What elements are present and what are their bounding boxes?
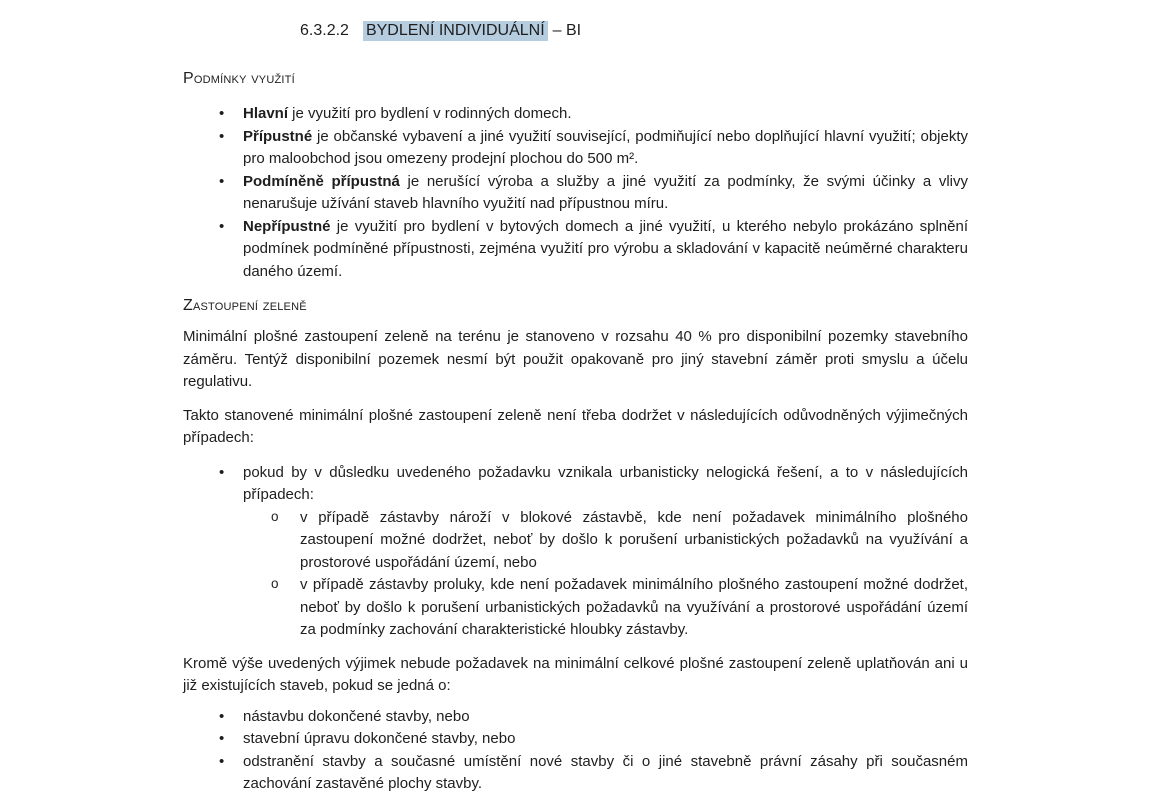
list-item-text: je využití pro bydlení v bytových domech a jiné využití, u kterého nebylo prokázáno splnění podmínek podmíněné přípustnosti, zejména využití pro výrobu a skladování v kapacitě neúměrné charakteru daného území. xyxy=(243,217,968,280)
sub-list-item: o v případě zástavby nároží v blokové zástavbě, kde není požadavek minimálního plošného zastoupení možné dodržet, neboť by došlo k porušení urbanistických požadavků na využívání a prostorové uspořádání území, nebo xyxy=(243,507,968,575)
list-item-text: je využití pro bydlení v rodinných domech. xyxy=(288,105,572,122)
list-item-text: je občanské vybavení a jiné využití související, podmiňující nebo doplňující hlavní využití; objekty pro maloobchod jsou omezeny prodejní plochou do 500 m². xyxy=(243,127,968,167)
list-item-lead: Přípustné xyxy=(243,127,313,145)
list-item-text: pokud by v důsledku uvedeného požadavku vznikala urbanisticky nelogická řešení, a to v následujících případech: xyxy=(243,463,968,503)
section-title-greenery: Zastoupení zeleně xyxy=(183,297,307,314)
list-item xyxy=(183,171,968,216)
exceptions-list xyxy=(183,462,968,642)
sub-list-item: o v případě zástavby proluky, kde není požadavek minimálního plošného zastoupení možné dodržet, neboť by došlo k porušení urbanistických požadavků na využívání a prostorové uspořádání území za podmínky zachování charakteristické hloubky zástavby. xyxy=(243,574,968,642)
list-item: • stavební úpravu dokončené stavby, nebo xyxy=(183,728,968,751)
paragraph-greenery-2: Takto stanovené minimální plošné zastoupení zeleně není třeba dodržet v následujících odůvodněných výjimečných případech: xyxy=(183,406,968,446)
exceptions-sublist xyxy=(243,507,968,642)
chapter-number: 6.3.2.2 xyxy=(300,22,349,39)
list-item xyxy=(183,103,968,126)
list-item-lead: Nepřípustné xyxy=(243,217,331,235)
usage-conditions-list xyxy=(183,103,968,283)
existing-buildings-list xyxy=(183,706,968,796)
list-item-lead: Hlavní xyxy=(243,105,289,122)
list-item xyxy=(183,216,968,284)
list-item: • odstranění stavby a současné umístění nové stavby či o jiné stavebně právní zásahy při současném zachování zastavěné plochy stavby. xyxy=(183,751,968,796)
list-item xyxy=(183,126,968,171)
highlighted-text: BYDLENÍ INDIVIDUÁLNÍ xyxy=(363,21,548,41)
paragraph-exceptions-outro: Kromě výše uvedených výjimek nebude požadavek na minimální celkové plošné zastoupení zeleně uplatňován ani u již existujících staveb, pokud se jedná o: xyxy=(183,654,968,694)
list-item: • nástavbu dokončené stavby, nebo xyxy=(183,706,968,729)
list-item-text: je nerušící výroba a služby a jiné využití za podmínky, že svými účinky a vlivy nenarušuje užívání staveb hlavního využití nad přípustnou míru. xyxy=(243,172,968,212)
paragraph-greenery-1: Minimální plošné zastoupení zeleně na terénu je stanoveno v rozsahu 40 % pro disponibilní pozemky stavebního záměru. Tentýž disponibilní pozemek nesmí být použit opakovaně pro jiný stavební záměr proti smyslu a účelu regulativu. xyxy=(183,328,968,390)
list-item xyxy=(183,462,968,642)
chapter-heading xyxy=(300,20,968,42)
chapter-heading-suffix: – BI xyxy=(552,22,582,39)
section-title-usage-conditions: Podmínky využití xyxy=(183,70,295,87)
list-item-lead: Podmíněně přípustná xyxy=(243,172,400,190)
